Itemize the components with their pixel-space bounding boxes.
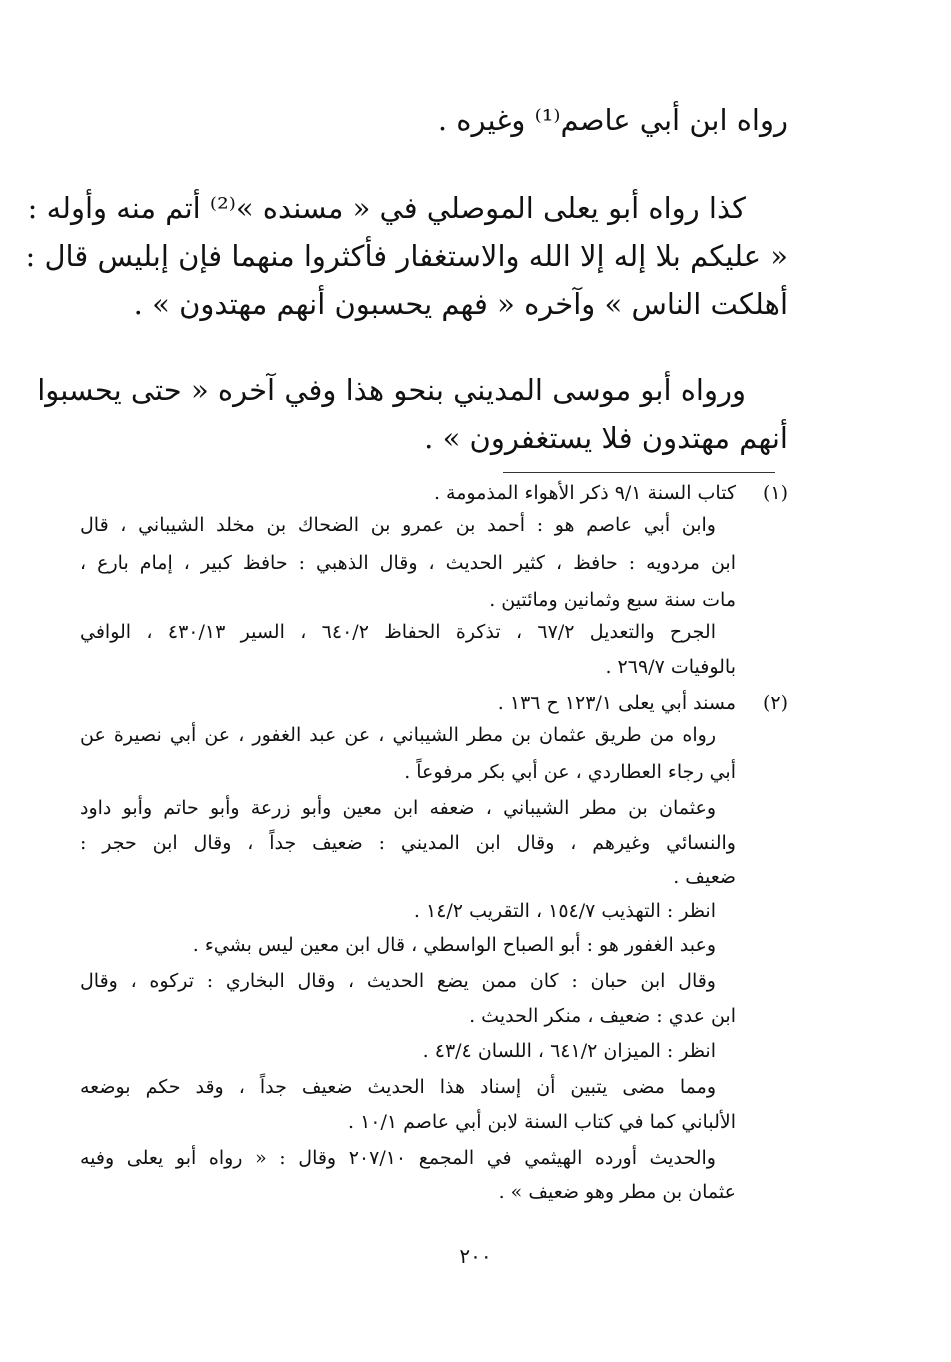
main-text-line: ورواه أبو موسى المديني بنحو هذا وفي آخره « حتى يحسبوا xyxy=(37,373,746,407)
footnote-line: رواه من طريق عثمان بن مطر الشيباني ، عن عبد الغفور ، عن أبي نصيرة عن xyxy=(80,724,716,746)
footnote-line: الألباني كما في كتاب السنة لابن أبي عاصم ١٠/١ . xyxy=(347,1111,736,1133)
footnote-line: كتاب السنة ٩/١ ذكر الأهواء المذمومة . xyxy=(433,482,736,504)
footnote-separator xyxy=(503,472,775,473)
footnote-line: انظر : الميزان ٦٤١/٢ ، اللسان ٤٣/٤ . xyxy=(422,1040,716,1062)
page-number: ٢٠٠ xyxy=(459,1244,492,1268)
footnote-line: أبي رجاء العطاردي ، عن أبي بكر مرفوعاً . xyxy=(404,761,736,783)
main-text-line: « عليكم بلا إله إلا الله والاستغفار فأكثروا منهما فإن إبليس قال : xyxy=(25,239,788,273)
footnote-line: والنسائي وغيرهم ، وقال ابن المديني : ضعيف جداً ، وقال ابن حجر : xyxy=(80,832,736,854)
main-text-line: رواه ابن أبي عاصم⁽¹⁾ وغيره . xyxy=(437,103,788,137)
footnote-line: مسند أبي يعلى ١٢٣/١ ح ١٣٦ . xyxy=(497,692,736,714)
footnote-line: وعثمان بن مطر الشيباني ، ضعفه ابن معين وأبو زرعة وأبو حاتم وأبو داود xyxy=(80,797,716,819)
main-text-line: كذا رواه أبو يعلى الموصلي في « مسنده »⁽²⁾ أتم منه وأوله : xyxy=(27,191,746,225)
main-text-line: أهلكت الناس » وآخره « فهم يحسبون أنهم مهتدون » . xyxy=(133,287,788,321)
footnote-line: والحديث أورده الهيثمي في المجمع ٢٠٧/١٠ وقال : « رواه أبو يعلى وفيه xyxy=(80,1147,716,1169)
footnote-line: عثمان بن مطر وهو ضعيف » . xyxy=(498,1181,736,1203)
footnote-line: وقال ابن حبان : كان ممن يضع الحديث ، وقال البخاري : تركوه ، وقال xyxy=(80,970,716,992)
footnote-line: انظر : التهذيب ١٥٤/٧ ، التقريب ١٤/٢ . xyxy=(413,900,716,922)
footnote-line: الجرح والتعديل ٦٧/٢ ، تذكرة الحفاظ ٦٤٠/٢ ، السير ٤٣٠/١٣ ، الوافي xyxy=(80,621,716,643)
main-text-line: أنهم مهتدون فلا يستغفرون » . xyxy=(424,421,788,455)
footnote-marker-1: (١) xyxy=(762,482,788,504)
footnote-line: وابن أبي عاصم هو : أحمد بن عمرو بن الضحاك بن مخلد الشيباني ، قال xyxy=(80,514,716,536)
footnote-line: ابن عدي : ضعيف ، منكر الحديث . xyxy=(469,1005,736,1027)
footnote-line: وعبد الغفور هو : أبو الصباح الواسطي ، قال ابن معين ليس بشيء . xyxy=(192,934,716,956)
footnote-line: مات سنة سبع وثمانين ومائتين . xyxy=(489,589,736,611)
footnote-line: ضعيف . xyxy=(673,866,736,888)
footnote-line: ومما مضى يتبين أن إسناد هذا الحديث ضعيف جداً ، وقد حكم بوضعه xyxy=(80,1076,716,1098)
footnote-line: بالوفيات ٢٦٩/٧ . xyxy=(605,656,736,678)
footnote-line: ابن مردويه : حافظ ، كثير الحديث ، وقال الذهبي : حافظ كبير ، إمام بارع ، xyxy=(80,552,736,574)
footnote-marker-2: (٢) xyxy=(762,692,788,714)
